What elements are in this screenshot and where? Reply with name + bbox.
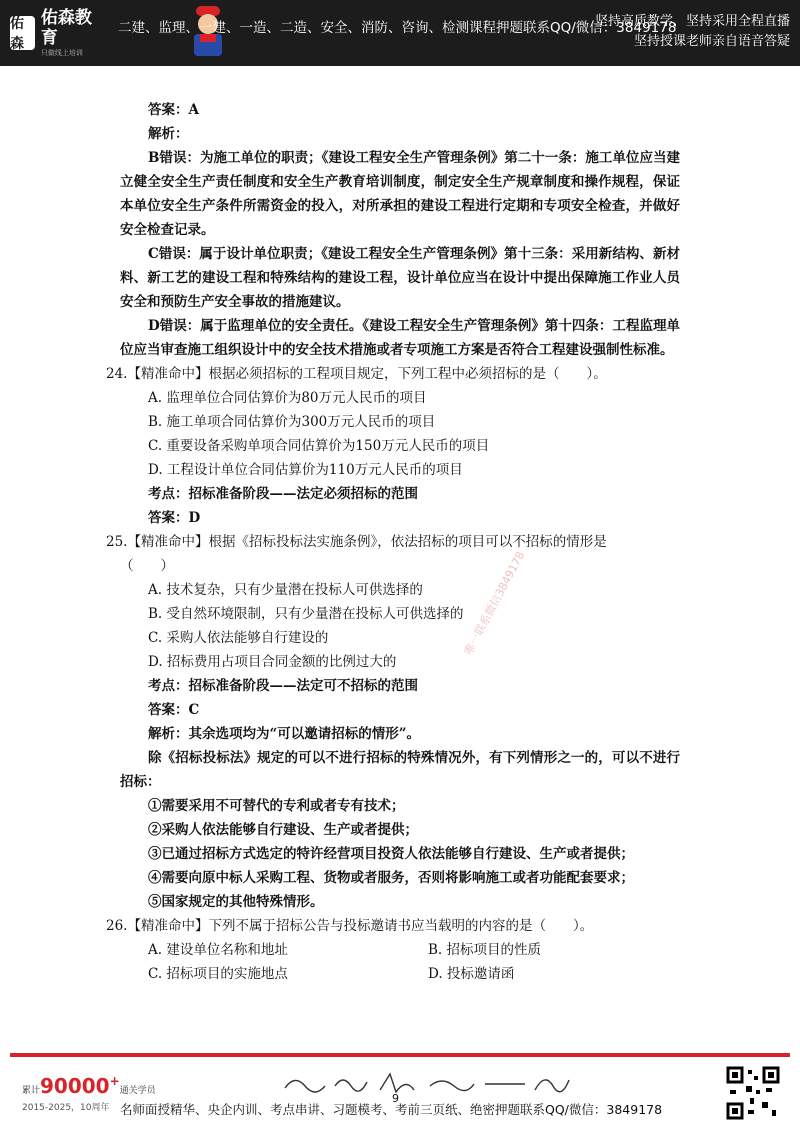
qr-code-icon: [726, 1066, 780, 1120]
count-plus: +: [109, 1074, 120, 1088]
q24-option-c: C. 重要设备采购单项合同估算价为150万元人民币的项目: [148, 438, 490, 454]
page-header: [0, 0, 800, 66]
q25-item-4: ④需要向原中标人采购工程、货物或者服务，否则将影响施工或者功能配套要求；: [148, 870, 634, 886]
logo-slogan: 只做线上培训: [40, 49, 83, 57]
q24-answer: 答案：D: [148, 510, 201, 526]
option-b-explanation: B错误：为施工单位的职责；《建设工程安全生产管理条例》第二十一条：施工单位应当建立健全安全生产责任制度和安全生产教育培训制度，制定安全生产规章制度和操作规程，保证本单位安全生产条件所需资金的投入，对所承担的建设工程进行定期和专项安全检查，并做好安全检查记录。: [120, 150, 680, 238]
q25-item-1: ①需要采用不可替代的专利或者专有技术；: [148, 798, 405, 814]
brand-logo: [10, 10, 106, 56]
q24-option-b: B. 施工单项合同估算价为300万元人民币的项目: [148, 414, 436, 430]
q26-options-row-2: [120, 962, 680, 986]
q25-answer: 答案：C: [148, 702, 200, 718]
student-count: [22, 1074, 156, 1098]
q25-option-a: A. 技术复杂，只有少量潜在投标人可供选择的: [148, 582, 423, 598]
footer-divider: [10, 1053, 790, 1057]
contact-watermark: 唯一联系微信3849178: [461, 549, 528, 658]
q25-item-3: ③已通过招标方式选定的特许经营项目投资人依法能够自行建设、生产或者提供；: [148, 846, 634, 862]
count-suffix: 通关学员: [119, 1086, 156, 1096]
answer-prev: 答案：A: [148, 102, 199, 118]
q25-exam-point: 考点：招标准备阶段——法定可不招标的范围: [148, 678, 418, 694]
q26-option-d: D. 投标邀请函: [428, 966, 515, 982]
option-d-explanation: D错误：属于监理单位的安全责任。《建设工程安全生产管理条例》第十四条：工程监理单位应当审查施工组织设计中的安全技术措施或者专项施工方案是否符合工程建设强制性标准。: [120, 318, 680, 358]
q25-option-b: B. 受自然环境限制，只有少量潜在投标人可供选择的: [148, 606, 464, 622]
footer-years: 2015-2025，10周年: [22, 1103, 110, 1113]
q25-item-5: ⑤国家规定的其他特殊情形。: [148, 894, 324, 910]
header-courses: 二建、监理、一建、一造、二造、安全、消防、咨询、检测课程押题联系QQ/微信：3849178: [118, 20, 677, 36]
q25-option-d: D. 招标费用占项目合同金额的比例过大的: [148, 654, 397, 670]
handwritten-signature: [280, 1066, 580, 1100]
header-tagline: [595, 12, 790, 52]
document-body: [106, 98, 680, 986]
page-number: 9: [392, 1092, 399, 1105]
q24-option-d: D. 工程设计单位合同估算价为110万元人民币的项目: [148, 462, 463, 478]
question-25-stem-cont: （ ）: [120, 558, 174, 574]
q25-analysis: 解析：其余选项均为“可以邀请招标的情形”。: [148, 726, 421, 742]
footer-services: 名师面授精华、央企内训、考点串讲、习题模考、考前三页纸、绝密押题联系QQ/微信：3849178: [120, 1102, 663, 1117]
option-c-explanation: C错误：属于设计单位职责；《建设工程安全生产管理条例》第十三条：采用新结构、新材料、新工艺的建设工程和特殊结构的建设工程，设计单位应当在设计中提出保障施工作业人员安全和预防生产安全事故的措施建议。: [120, 246, 680, 310]
tagline-line-2: 坚持授课老师亲自语音答疑: [633, 34, 790, 49]
q24-exam-point: 考点：招标准备阶段——法定必须招标的范围: [148, 486, 418, 502]
q25-intro: 除《招标投标法》规定的可以不进行招标的特殊情况外，有下列情形之一的，可以不进行招标：: [120, 750, 680, 790]
q26-options-row-1: [120, 938, 680, 962]
q25-item-2: ②采购人依法能够自行建设、生产或者提供；: [148, 822, 418, 838]
question-24-stem: 24.【精准命中】根据必须招标的工程项目规定，下列工程中必须招标的是（ ）。: [106, 366, 607, 382]
logo-name: 佑森教育: [40, 8, 92, 48]
q26-option-a: A. 建设单位名称和地址: [148, 942, 288, 958]
question-25-stem: 25.【精准命中】根据《招标投标法实施条例》，依法招标的项目可以不招标的情形是: [106, 534, 607, 550]
tagline-line-1: 坚持高质教学，坚持采用全程直播: [594, 14, 790, 29]
q26-option-c: C. 招标项目的实施地点: [148, 966, 288, 982]
count-label: 累计: [22, 1086, 41, 1096]
count-number: 90000: [40, 1074, 110, 1098]
analysis-label-prev: 解析：: [148, 126, 189, 142]
q26-option-b: B. 招标项目的性质: [428, 942, 542, 958]
q24-option-a: A. 监理单位合同估算价为80万元人民币的项目: [148, 390, 427, 406]
q25-option-c: C. 采购人依法能够自行建设的: [148, 630, 329, 646]
question-26-stem: 26.【精准命中】下列不属于招标公告与投标邀请书应当载明的内容的是（ ）。: [106, 918, 594, 934]
logo-seal: 佑森: [10, 16, 35, 50]
